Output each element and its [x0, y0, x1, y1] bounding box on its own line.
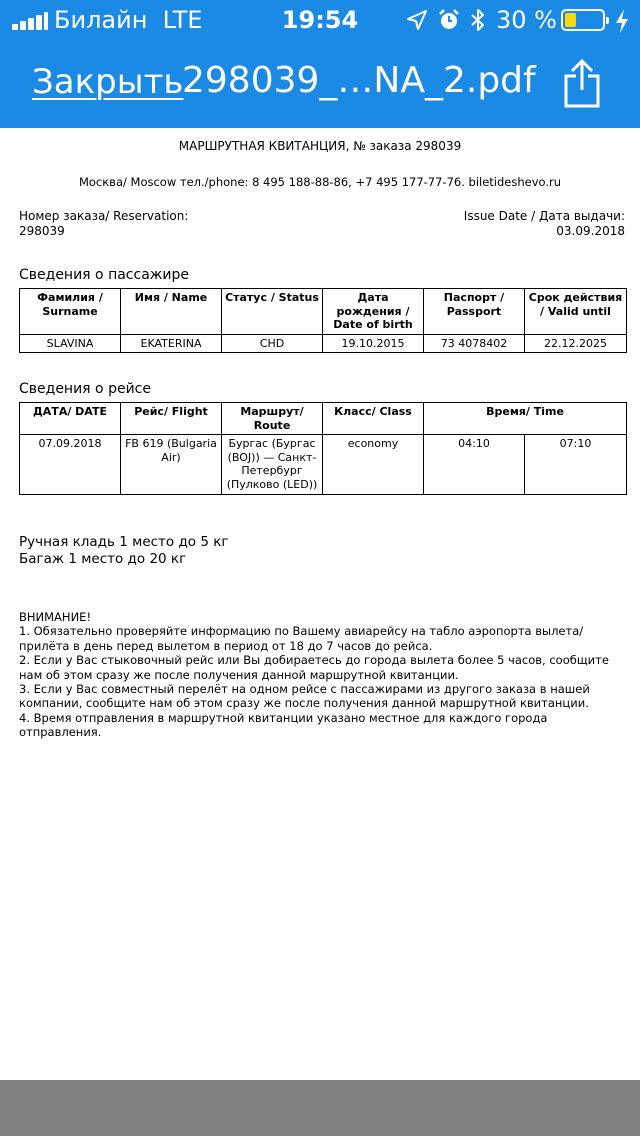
table-cell: 22.12.2025: [525, 334, 627, 353]
warning-block: [19, 610, 619, 740]
alarm-icon: [437, 8, 461, 32]
hand-luggage-text: Ручная кладь 1 место до 5 кг: [19, 534, 229, 550]
document-title: 298039_…NA_2.pdf: [182, 60, 536, 101]
close-button[interactable]: Закрыть: [32, 62, 184, 102]
table-header-row: [20, 403, 627, 435]
passenger-table: [19, 288, 627, 353]
bluetooth-icon: [466, 8, 490, 32]
table-cell: 07.09.2018: [20, 435, 121, 495]
table-header-cell: Маршрут/ Route: [222, 403, 323, 435]
issue-date-block: [464, 209, 625, 239]
bottom-toolbar: [0, 1080, 640, 1136]
table-cell: 73 4078402: [424, 334, 525, 353]
baggage-text: Багаж 1 место до 20 кг: [19, 551, 187, 567]
luggage-info: [19, 534, 228, 568]
table-header-cell: Время/ Time: [424, 403, 627, 435]
table-header-row: [20, 289, 627, 335]
reservation-number: 298039: [19, 224, 65, 238]
warning-title: ВНИМАНИЕ!: [19, 610, 92, 624]
top-bar: [0, 0, 640, 128]
network-type: LTE: [162, 6, 203, 34]
table-header-cell: Дата рождения / Date of birth: [323, 289, 424, 335]
share-icon[interactable]: [560, 58, 604, 108]
carrier-name: Билайн LTE: [54, 6, 203, 34]
table-cell: 19.10.2015: [323, 334, 424, 353]
battery-percent: 30 %: [496, 6, 557, 34]
table-header-cell: Класс/ Class: [323, 403, 424, 435]
table-header-cell: Статус / Status: [222, 289, 323, 335]
table-header-cell: Имя / Name: [121, 289, 222, 335]
warning-item: 3. Если у Вас совместный перелёт на одном рейсе с пассажирами из другого заказа в нашей компании, сообщите нам об этом сразу же после получения данной маршрутной квитанции.: [19, 682, 590, 711]
table-cell: FB 619 (Bulgaria Air): [121, 435, 222, 495]
reservation-block: [19, 209, 188, 239]
table-cell: Бургас (Бургас (BOJ)) — Санкт-Петербург (Пулково (LED)): [222, 435, 323, 495]
flight-table: [19, 402, 627, 495]
clock: 19:54: [281, 6, 359, 34]
table-cell: economy: [323, 435, 424, 495]
reservation-label: Номер заказа/ Reservation:: [19, 209, 189, 223]
table-header-cell: Фамилия / Surname: [20, 289, 121, 335]
table-cell: 07:10: [525, 435, 627, 495]
issue-date: 03.09.2018: [556, 224, 625, 238]
table-cell: EKATERINA: [121, 334, 222, 353]
passenger-section-title: Сведения о пассажире: [19, 267, 189, 283]
table-header-cell: ДАТА/ DATE: [20, 403, 121, 435]
agency-contacts: Москва/ Moscow тел./phone: 8 495 188-88-86, +7 495 177-77-76. biletideshevo.ru: [78, 175, 562, 189]
table-header-cell: Срок действия / Valid until: [525, 289, 627, 335]
charging-bolt-icon: [614, 8, 630, 34]
table-cell: CHD: [222, 334, 323, 353]
location-icon: [405, 8, 429, 32]
table-row: [20, 334, 627, 353]
pdf-page[interactable]: [0, 128, 640, 1080]
table-header-cell: Рейс/ Flight: [121, 403, 222, 435]
table-cell: SLAVINA: [20, 334, 121, 353]
issue-date-label: Issue Date / Дата выдачи:: [463, 209, 625, 223]
status-bar: [0, 0, 640, 40]
table-header-cell: Паспорт / Passport: [424, 289, 525, 335]
warning-item: 1. Обязательно проверяйте информацию по Вашему авиарейсу на табло аэропорта вылета/прилёта в день перед вылетом в период от 18 до 7 часов до рейса.: [19, 624, 584, 653]
battery-icon: [561, 9, 605, 31]
receipt-title: МАРШРУТНАЯ КВИТАНЦИЯ, № заказа 298039: [178, 139, 462, 153]
table-row: [20, 435, 627, 495]
flight-section-title: Сведения о рейсе: [19, 381, 151, 397]
warning-item: 2. Если у Вас стыковочный рейс или Вы добираетесь до города вылета более 5 часов, сообщите нам об этом сразу же после получения данной маршрутной квитанции.: [19, 653, 609, 682]
table-cell: 04:10: [424, 435, 525, 495]
warning-item: 4. Время отправления в маршрутной квитанции указано местное для каждого города отправления.: [19, 710, 548, 740]
